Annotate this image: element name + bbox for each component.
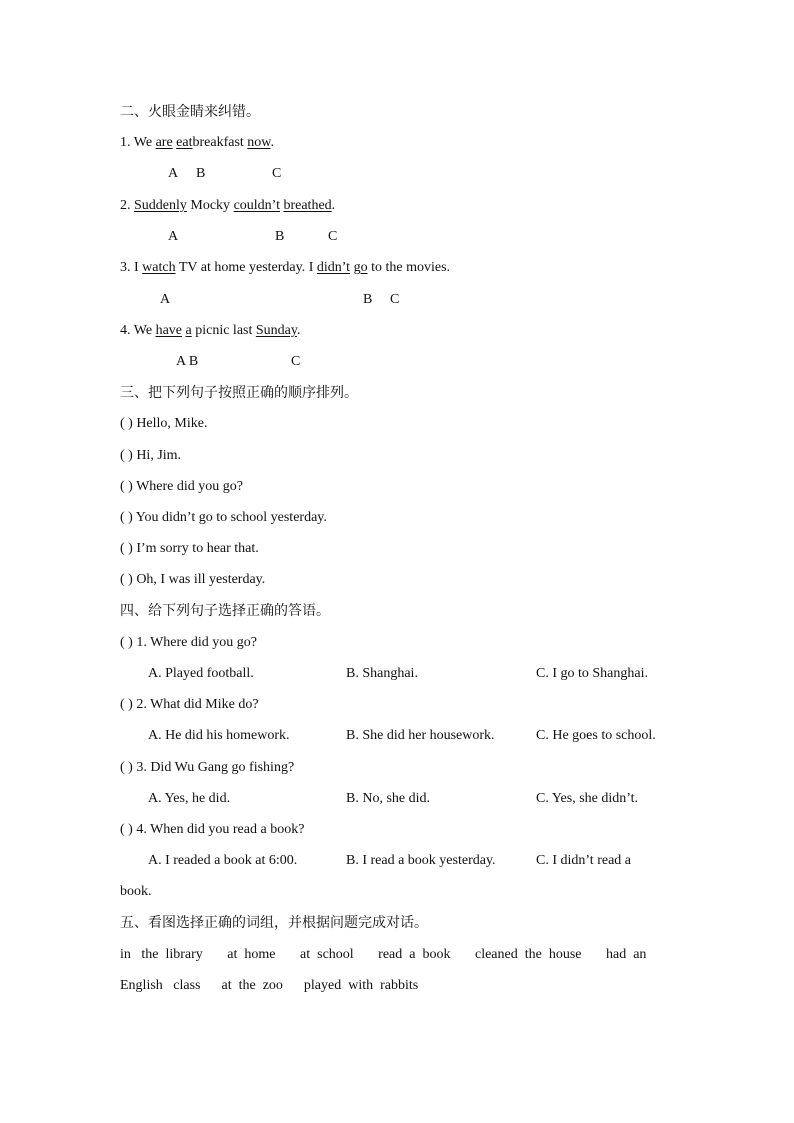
q1-label-a: A — [168, 166, 179, 181]
q4-option-a: A. I readed a book at 6:00. — [148, 853, 298, 868]
q4-num: 4. — [120, 323, 131, 338]
q3-label-c: C — [390, 292, 400, 307]
q2-option-a: A. He did his homework. — [148, 728, 290, 743]
order-item-3: ( ) Where did you go? — [120, 479, 243, 494]
q2-option-b: B. She did her housework. — [346, 728, 495, 743]
q1-option-c: C. I go to Shanghai. — [536, 666, 648, 681]
question-2 — [120, 198, 335, 214]
q3-label-a: A — [160, 292, 171, 307]
q2-underline-a: Suddenly — [134, 198, 187, 213]
q3-underline-b: didn’t — [316, 260, 351, 275]
section4-title: 四、给下列句子选择正确的答语。 — [120, 603, 330, 619]
section5-title: 五、看图选择正确的词组，并根据问题完成对话。 — [120, 915, 428, 931]
q1-word2: breakfast — [192, 135, 244, 150]
q2-option-c: C. He goes to school. — [536, 728, 656, 743]
phrase-bank-line-1: in the library at home at school read a book cleaned the house had an — [120, 947, 647, 962]
question-4 — [120, 323, 300, 339]
q4-option-c-continued: book. — [120, 884, 152, 899]
order-item-6: ( ) Oh, I was ill yesterday. — [120, 572, 266, 587]
q4-option-b: B. I read a book yesterday. — [346, 853, 496, 868]
q3-word3: to the movies. — [371, 260, 451, 275]
q4-underline-a: have — [155, 323, 182, 338]
section2-title: 二、火眼金睛来纠错。 — [120, 104, 260, 120]
choice-question-1: ( ) 1. Where did you go? — [120, 635, 257, 650]
choice-question-2: ( ) 2. What did Mike do? — [120, 697, 259, 712]
q3-word2: TV at home yesterday. I — [178, 260, 314, 275]
q2-word: Mocky — [190, 198, 231, 213]
order-item-5: ( ) I’m sorry to hear that. — [120, 541, 259, 556]
q4-end: . — [296, 323, 301, 338]
order-item-2: ( ) Hi, Jim. — [120, 448, 182, 463]
q4-label-ab: A B — [176, 354, 199, 369]
q1-option-a: A. Played football. — [148, 666, 254, 681]
q1-word: We — [133, 135, 153, 150]
q3-word: I — [134, 260, 139, 275]
q1-label-c: C — [272, 166, 282, 181]
choice-question-3: ( ) 3. Did Wu Gang go fishing? — [120, 760, 295, 775]
q2-underline-c: breathed — [283, 198, 332, 213]
q2-label-c: C — [328, 229, 338, 244]
question-3 — [120, 260, 450, 276]
q2-label-b: B — [275, 229, 285, 244]
q3-underline-a: watch — [142, 260, 176, 275]
q1-underline-b: eat — [176, 135, 193, 150]
q1-end: . — [270, 135, 274, 150]
q2-num: 2. — [120, 198, 131, 213]
q3-option-a: A. Yes, he did. — [148, 791, 231, 806]
phrase-bank-line-2: English class at the zoo played with rabbits — [120, 978, 419, 993]
q3-label-b: B — [363, 292, 373, 307]
q2-underline-b: couldn’t — [233, 198, 280, 213]
q4-label-c: C — [291, 354, 301, 369]
q4-underline-c: Sunday — [255, 323, 297, 338]
order-item-4: ( ) You didn’t go to school yesterday. — [120, 510, 327, 525]
question-1 — [120, 135, 274, 151]
q4-word2: picnic last — [195, 323, 253, 338]
order-item-1: ( ) Hello, Mike. — [120, 416, 208, 431]
q3-option-c: C. Yes, she didn’t. — [536, 791, 639, 806]
q1-num: 1. — [120, 135, 131, 150]
q3-option-b: B. No, she did. — [346, 791, 430, 806]
q3-num: 3. — [120, 260, 131, 275]
q2-end: . — [331, 198, 336, 213]
choice-question-4: ( ) 4. When did you read a book? — [120, 822, 305, 837]
q4-word: We — [133, 323, 153, 338]
q4-underline-b: a — [185, 323, 192, 338]
q3-underline-c: go — [353, 260, 368, 275]
q1-underline-c: now — [247, 135, 271, 150]
q2-label-a: A — [168, 229, 179, 244]
section3-title: 三、把下列句子按照正确的顺序排列。 — [120, 385, 358, 401]
q1-option-b: B. Shanghai. — [346, 666, 418, 681]
q1-label-b: B — [196, 166, 206, 181]
q1-underline-a: are — [155, 135, 173, 150]
q4-option-c: C. I didn’t read a — [536, 853, 631, 868]
